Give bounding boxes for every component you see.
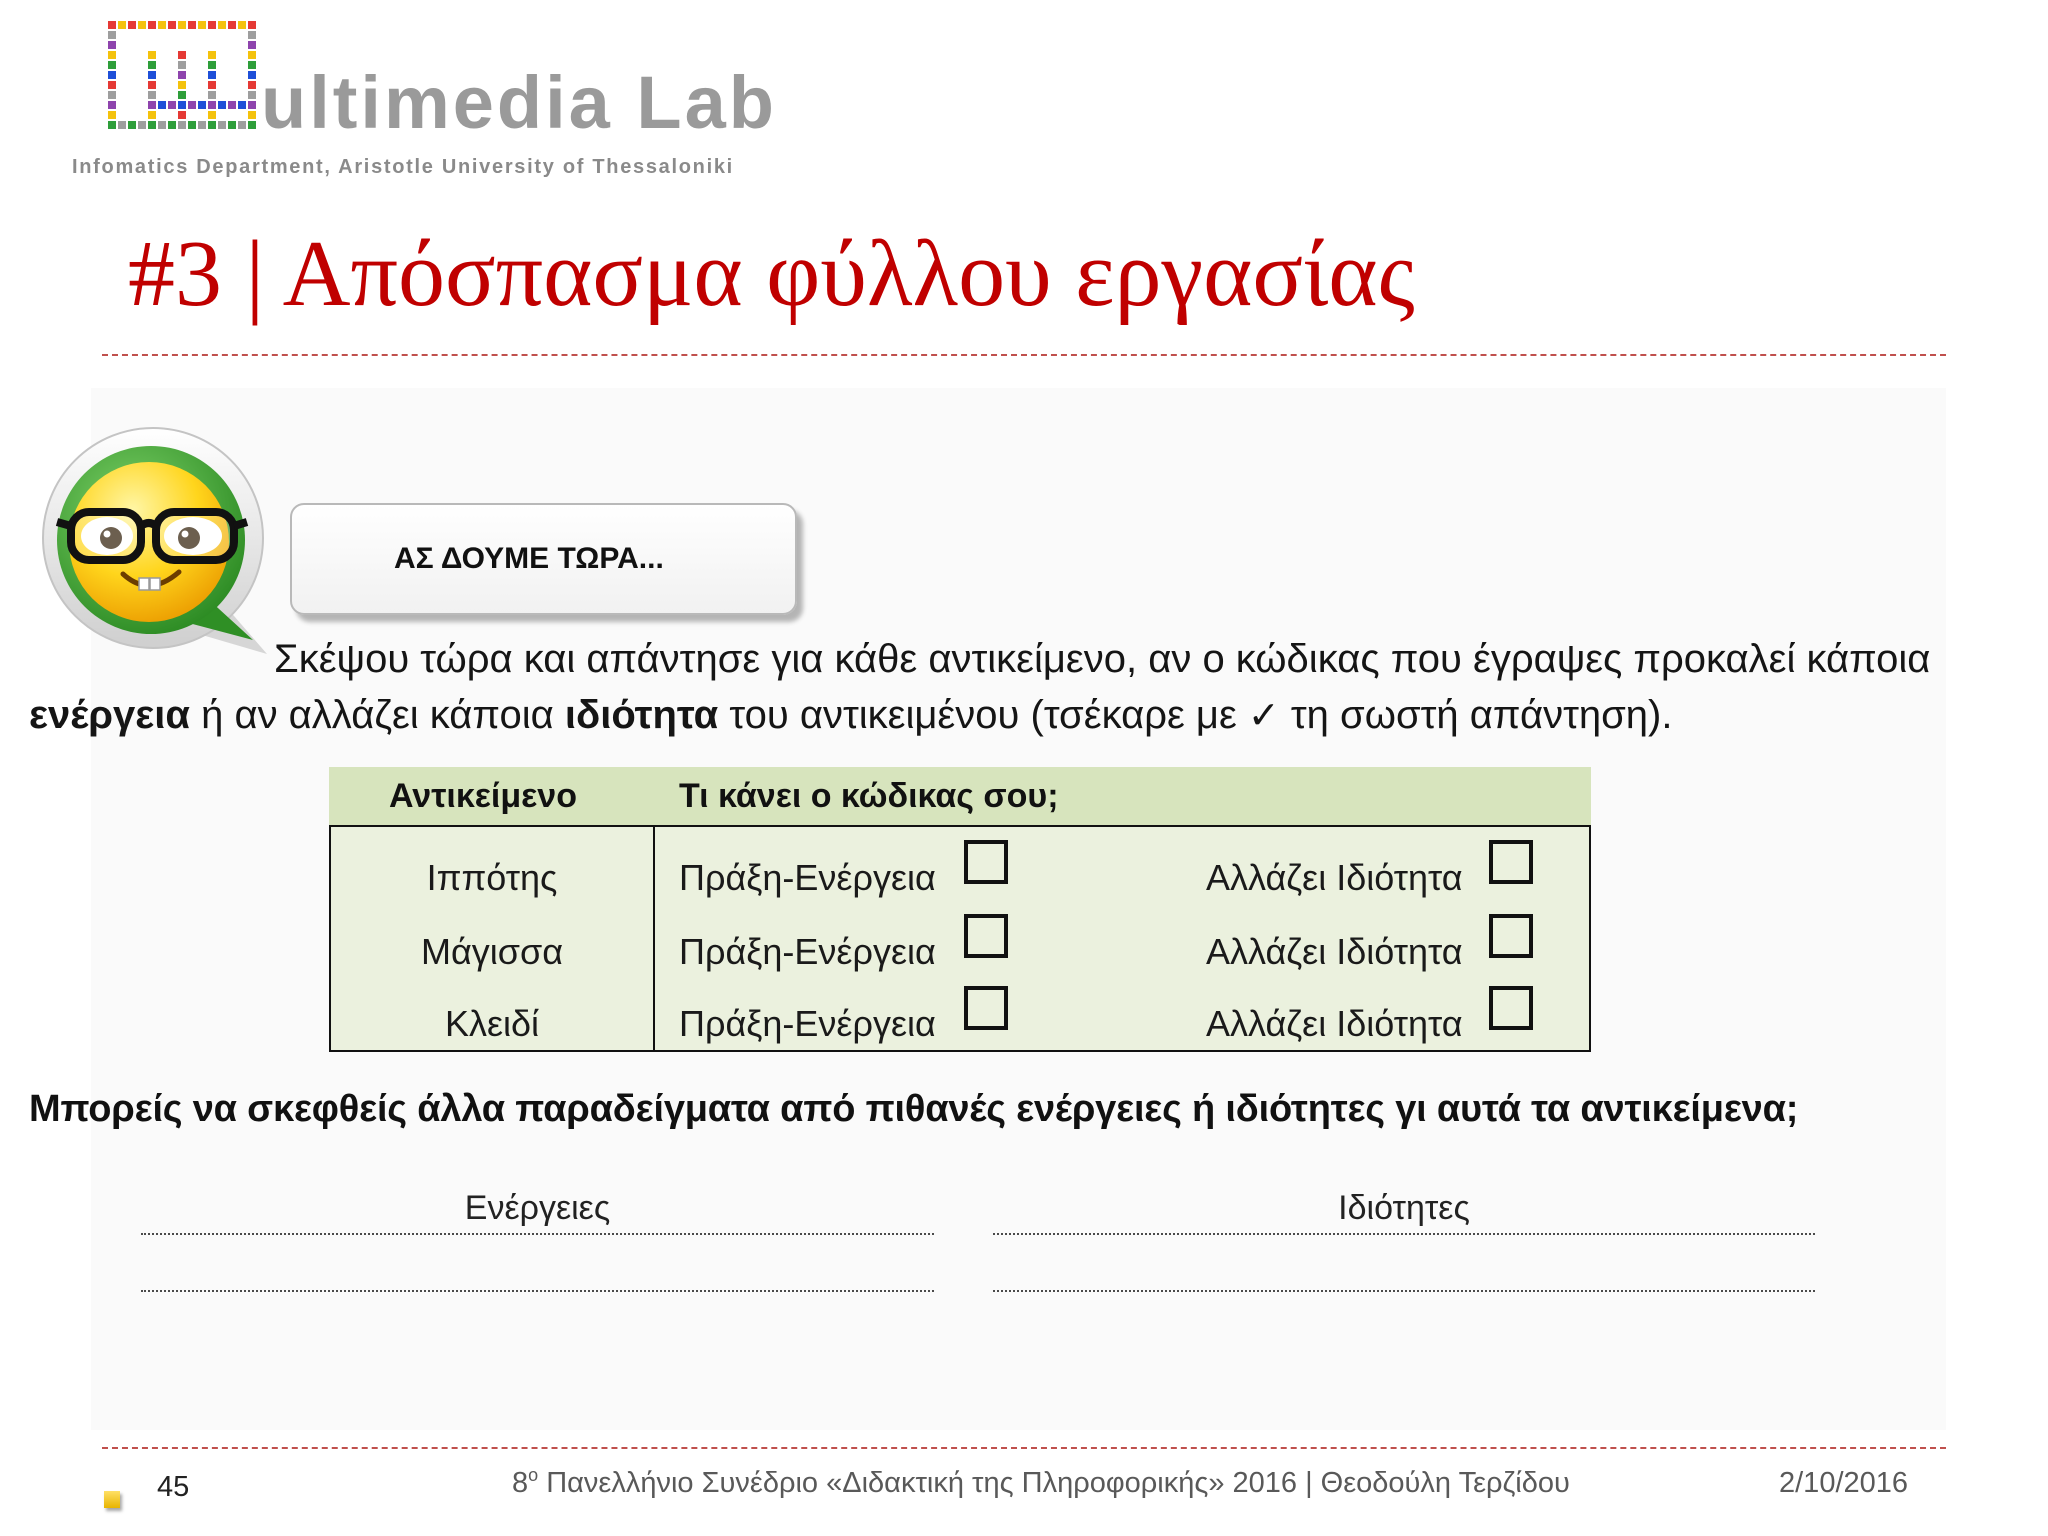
property-option-label: Αλλάζει Ιδιότητα bbox=[1206, 1003, 1463, 1044]
logo-dot bbox=[148, 61, 156, 69]
multimedia-lab-logo-mark bbox=[107, 20, 259, 132]
logo-dot bbox=[178, 61, 186, 69]
conference-credit bbox=[512, 1465, 1570, 1501]
logo-dot bbox=[128, 121, 136, 129]
logo-dot bbox=[238, 121, 246, 129]
instructions-bold-property: ιδιότητα bbox=[564, 693, 719, 737]
logo-dot bbox=[238, 101, 246, 109]
lets-see-now-button[interactable] bbox=[290, 503, 797, 615]
nerd-smiley-icon bbox=[39, 426, 269, 660]
logo-dot bbox=[108, 51, 116, 59]
logo-lettering: ultimedia Lab bbox=[261, 61, 777, 144]
logo-dot bbox=[138, 121, 146, 129]
logo-dot bbox=[248, 121, 256, 129]
logo-dot bbox=[248, 91, 256, 99]
property-checkbox[interactable] bbox=[1489, 986, 1533, 1030]
follow-up-question: Μπορείς να σκεφθείς άλλα παραδείγματα από πιθανές ενέργειες ή ιδιότητες γι αυτά τα αντικείμενα; bbox=[29, 1088, 1799, 1130]
logo-dot bbox=[118, 21, 126, 29]
property-option-label: Αλλάζει Ιδιότητα bbox=[1206, 931, 1463, 972]
logo-dot bbox=[108, 41, 116, 49]
action-checkbox[interactable] bbox=[964, 914, 1008, 958]
logo-dot bbox=[118, 121, 126, 129]
logo-dot bbox=[168, 121, 176, 129]
logo-dot bbox=[148, 81, 156, 89]
logo-dot bbox=[178, 71, 186, 79]
column-header-object: Αντικείμενο bbox=[389, 777, 577, 815]
logo-dot bbox=[148, 71, 156, 79]
conference-ordinal: 8 bbox=[512, 1467, 529, 1499]
logo-dot bbox=[178, 121, 186, 129]
logo-dot bbox=[208, 111, 216, 119]
logo-dot bbox=[108, 71, 116, 79]
instructions-line-2 bbox=[29, 691, 1672, 739]
properties-answer-line[interactable] bbox=[993, 1233, 1815, 1235]
instructions-text: τη σωστή απάντηση). bbox=[1279, 693, 1673, 737]
logo-dot bbox=[188, 121, 196, 129]
action-option-label: Πράξη-Ενέργεια bbox=[679, 931, 936, 972]
lets-see-now-label: ΑΣ ΔΟΥΜΕ ΤΩΡΑ... bbox=[394, 542, 664, 575]
properties-answer-label: Ιδιότητες bbox=[1338, 1189, 1470, 1227]
checkmark-icon: ✓ bbox=[1247, 693, 1280, 737]
logo-dot bbox=[198, 21, 206, 29]
logo-dot bbox=[178, 21, 186, 29]
logo-dot bbox=[218, 21, 226, 29]
action-checkbox[interactable] bbox=[964, 986, 1008, 1030]
logo-dot bbox=[208, 51, 216, 59]
logo-dot bbox=[248, 111, 256, 119]
logo-dot bbox=[108, 91, 116, 99]
conference-text: Πανελλήνιο Συνέδριο «Διδακτική της Πληροφορικής» 2016 | Θεοδούλη Τερζίδου bbox=[538, 1467, 1570, 1499]
table-body bbox=[329, 825, 1591, 1052]
object-action-table bbox=[329, 767, 1591, 1052]
logo-dot bbox=[248, 81, 256, 89]
instructions-bold-action: ενέργεια bbox=[29, 693, 190, 737]
logo-dot bbox=[168, 21, 176, 29]
instructions-line-1: Σκέψου τώρα και απάντησε για κάθε αντικείμενο, αν ο κώδικας που έγραψες προκαλεί κάποια bbox=[274, 637, 1931, 681]
logo-dot bbox=[188, 21, 196, 29]
logo-dot bbox=[148, 51, 156, 59]
logo-dot bbox=[208, 71, 216, 79]
logo-dot bbox=[248, 71, 256, 79]
logo-dot bbox=[108, 101, 116, 109]
action-option-label: Πράξη-Ενέργεια bbox=[679, 857, 936, 898]
logo-dot bbox=[178, 81, 186, 89]
logo-dot bbox=[248, 31, 256, 39]
logo-dot bbox=[248, 61, 256, 69]
properties-answer-line[interactable] bbox=[993, 1290, 1815, 1292]
logo-dot bbox=[108, 31, 116, 39]
instructions-text: ή αν αλλάζει κάποια bbox=[189, 693, 565, 737]
logo-dot bbox=[148, 101, 156, 109]
logo-dot bbox=[148, 21, 156, 29]
logo-dot bbox=[148, 91, 156, 99]
actions-answer-label: Ενέργειες bbox=[464, 1189, 611, 1227]
logo-dot bbox=[238, 21, 246, 29]
logo-dot bbox=[158, 21, 166, 29]
column-header-code-effect: Τι κάνει ο κώδικας σου; bbox=[679, 777, 1059, 815]
logo-dot bbox=[178, 101, 186, 109]
actions-answer-line[interactable] bbox=[141, 1290, 934, 1292]
logo-dot bbox=[158, 121, 166, 129]
actions-answer-line[interactable] bbox=[141, 1233, 934, 1235]
logo-dot bbox=[148, 111, 156, 119]
logo-dot bbox=[198, 121, 206, 129]
page-number: 45 bbox=[157, 1471, 190, 1503]
logo-dot bbox=[208, 21, 216, 29]
table-header-row bbox=[329, 767, 1591, 825]
table-row bbox=[331, 853, 1589, 903]
slide-date: 2/10/2016 bbox=[1779, 1467, 1909, 1499]
table-row bbox=[331, 999, 1589, 1049]
logo-dot bbox=[108, 121, 116, 129]
logo-dot bbox=[208, 101, 216, 109]
logo-dot bbox=[248, 101, 256, 109]
logo-dot bbox=[248, 51, 256, 59]
table-row bbox=[331, 927, 1589, 977]
logo-dot bbox=[248, 41, 256, 49]
logo-dot bbox=[108, 81, 116, 89]
conference-ordinal-suffix: ο bbox=[528, 1465, 539, 1485]
object-name: Κλειδί bbox=[444, 1003, 540, 1044]
logo-dot bbox=[208, 121, 216, 129]
logo-dot bbox=[158, 101, 166, 109]
square-bullet-icon bbox=[104, 1491, 120, 1508]
action-option-label: Πράξη-Ενέργεια bbox=[679, 1003, 936, 1044]
object-name: Ιππότης bbox=[426, 857, 558, 898]
logo-dot bbox=[128, 21, 136, 29]
instructions-text: του αντικειμένου (τσέκαρε με bbox=[718, 693, 1248, 737]
logo-dot bbox=[108, 61, 116, 69]
logo-dot bbox=[178, 51, 186, 59]
logo-dot bbox=[148, 121, 156, 129]
logo-dot bbox=[108, 111, 116, 119]
property-checkbox[interactable] bbox=[1489, 840, 1533, 884]
logo-dot bbox=[208, 61, 216, 69]
logo-dot bbox=[228, 121, 236, 129]
logo-dot bbox=[138, 21, 146, 29]
logo-dot bbox=[108, 21, 116, 29]
logo-dot bbox=[228, 101, 236, 109]
object-name: Μάγισσα bbox=[420, 931, 564, 972]
slide-title: #3 | Απόσπασμα φύλλου εργασίας bbox=[128, 222, 1415, 326]
logo-dot bbox=[178, 111, 186, 119]
logo-dot bbox=[208, 81, 216, 89]
logo-dot bbox=[198, 101, 206, 109]
title-divider bbox=[102, 354, 1946, 356]
footer-divider bbox=[102, 1447, 1946, 1449]
logo-department: Infomatics Department, Aristotle University of Thessaloniki bbox=[72, 156, 734, 178]
logo-dot bbox=[208, 91, 216, 99]
property-checkbox[interactable] bbox=[1489, 914, 1533, 958]
logo-dot bbox=[188, 101, 196, 109]
property-option-label: Αλλάζει Ιδιότητα bbox=[1206, 857, 1463, 898]
logo-dot bbox=[248, 21, 256, 29]
logo-dot bbox=[228, 21, 236, 29]
logo-dot bbox=[168, 101, 176, 109]
logo-dot bbox=[218, 121, 226, 129]
logo-dot bbox=[178, 91, 186, 99]
action-checkbox[interactable] bbox=[964, 840, 1008, 884]
logo-dot bbox=[218, 101, 226, 109]
